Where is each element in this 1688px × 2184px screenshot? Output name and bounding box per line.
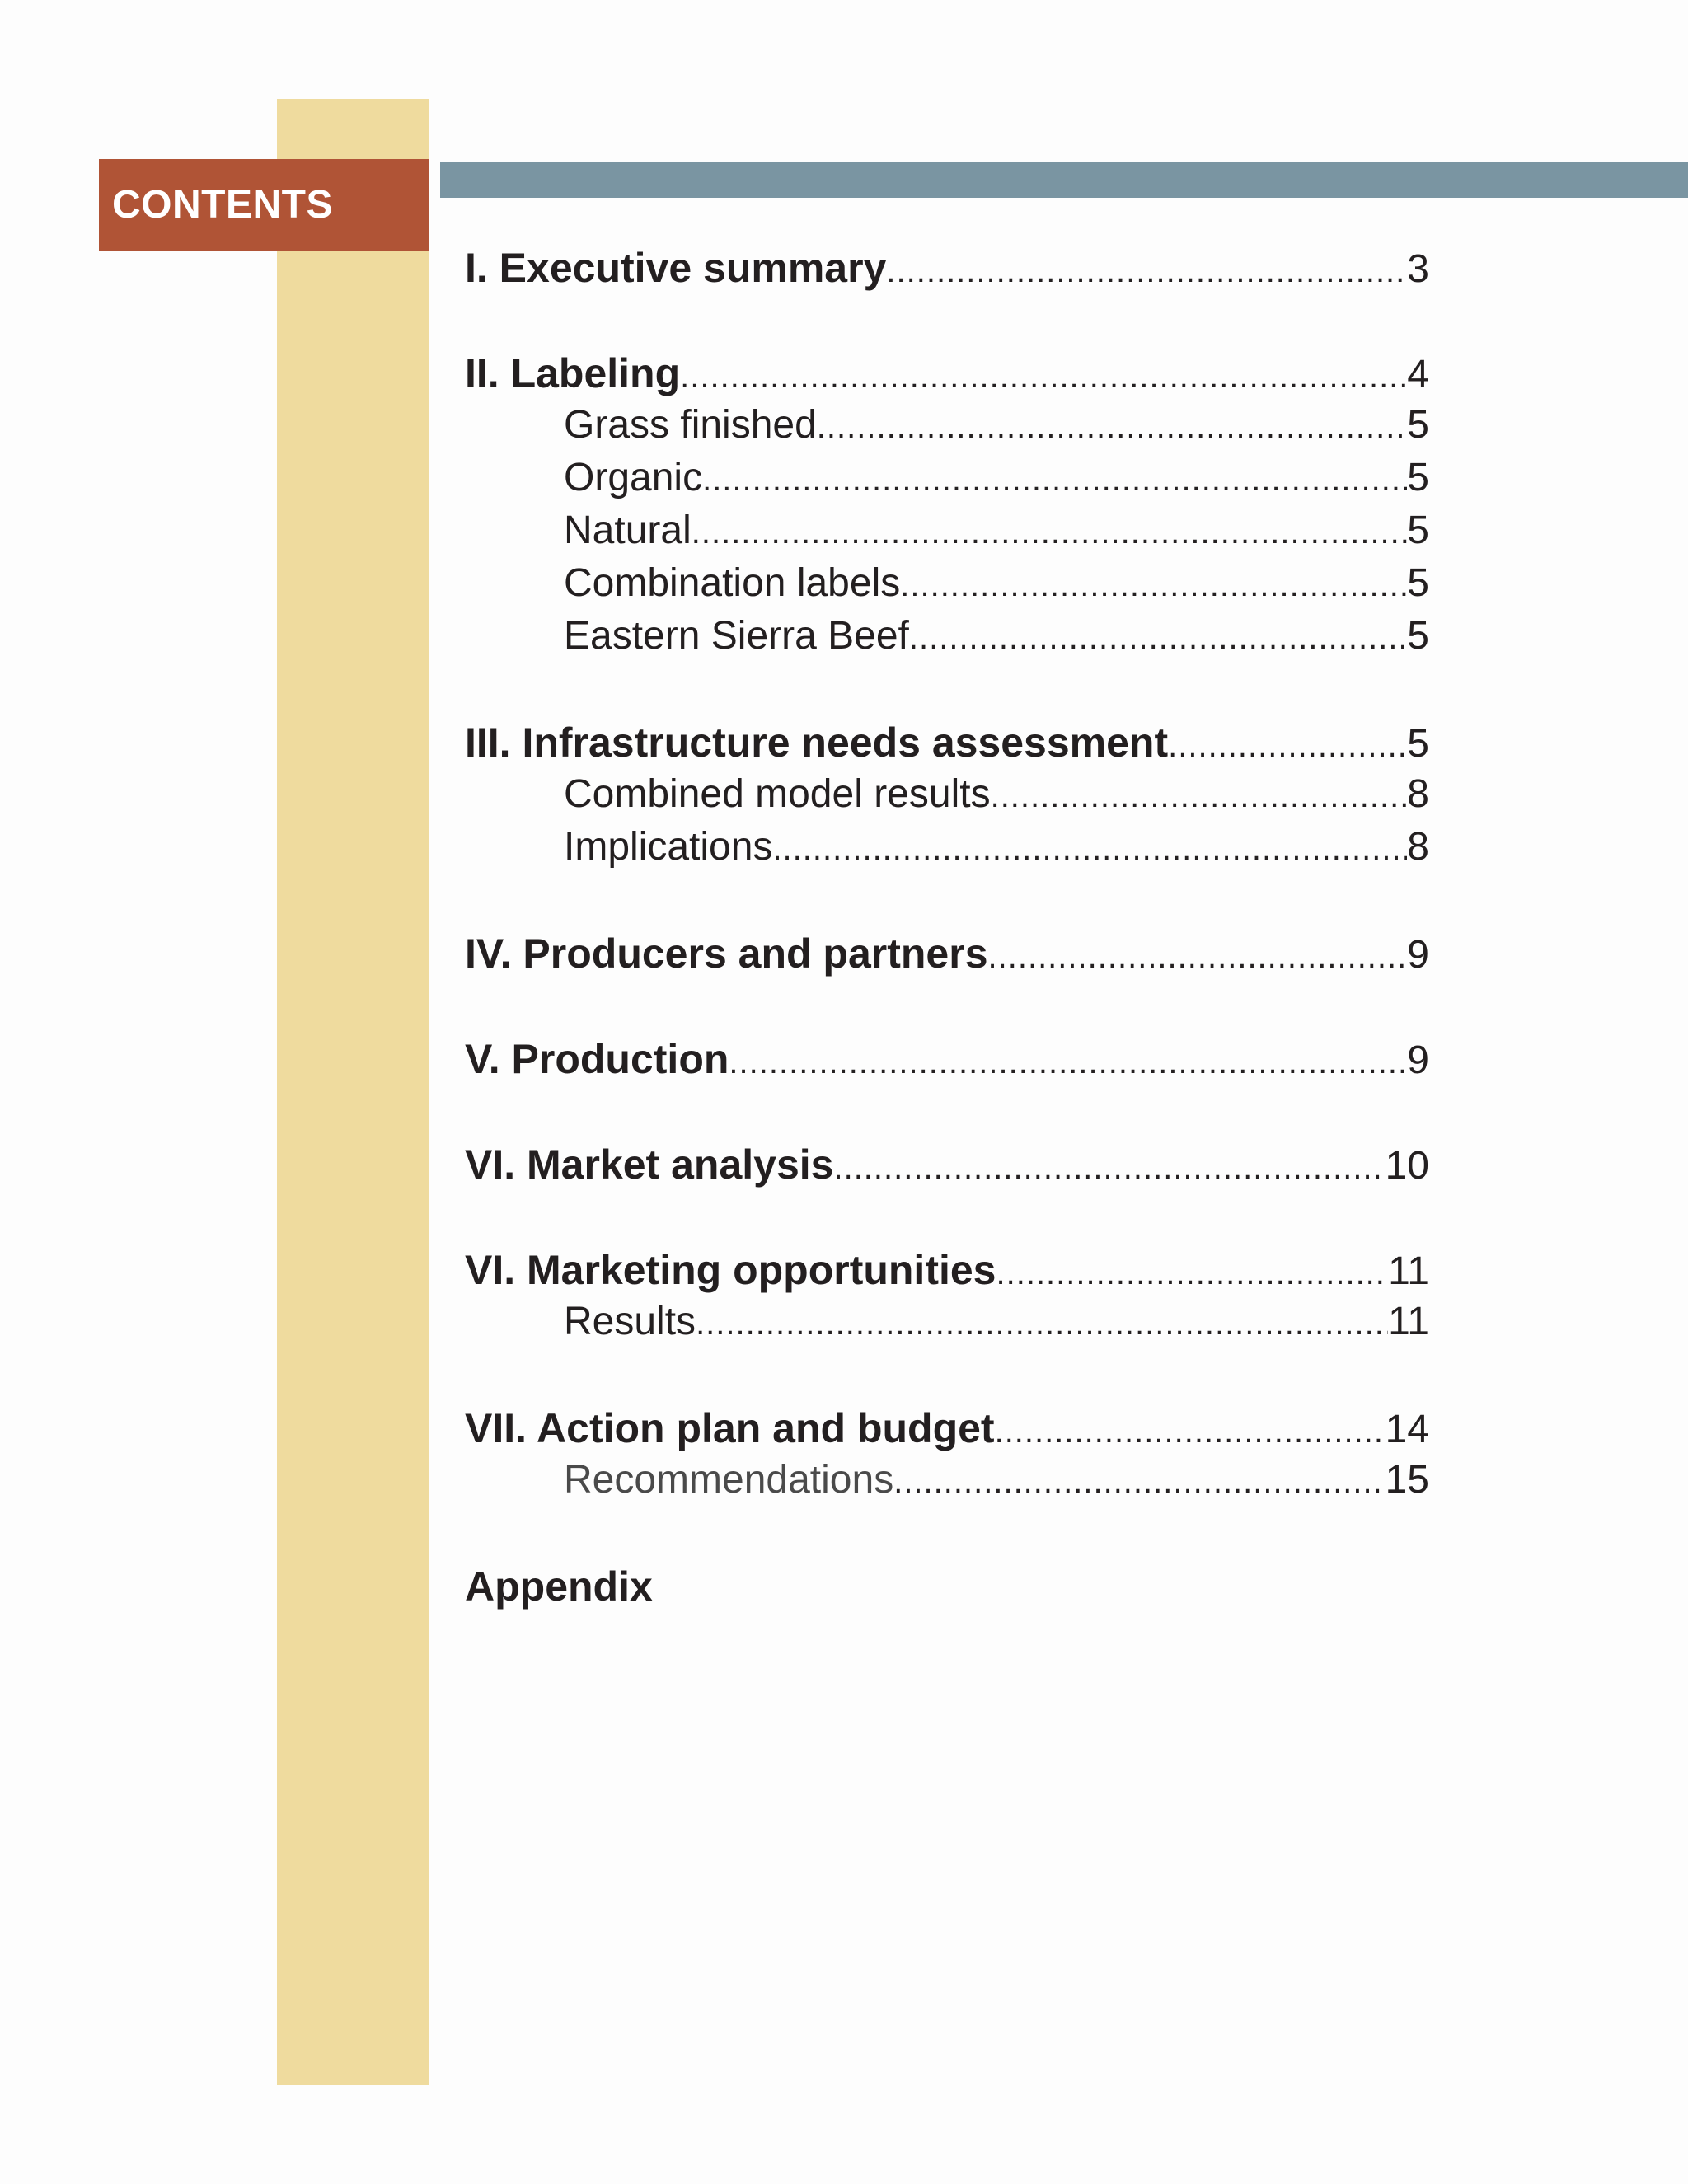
toc-label: Combination labels	[564, 561, 901, 605]
dot-leader	[893, 1464, 1385, 1501]
dot-leader	[1168, 728, 1407, 765]
toc-page-number: 11	[1388, 1300, 1429, 1343]
dot-leader	[900, 567, 1407, 604]
toc-page-number: 8	[1407, 825, 1429, 869]
toc-label: VI. Marketing opportunities	[465, 1247, 996, 1293]
toc-entry-implications[interactable]	[465, 824, 1429, 877]
toc-label: Recommendations	[564, 1458, 894, 1502]
toc-entry-natural[interactable]	[465, 508, 1429, 560]
toc-entry-results[interactable]	[465, 1299, 1429, 1352]
toc-page-number: 8	[1407, 772, 1429, 816]
toc-page-number: 5	[1407, 614, 1429, 658]
toc-label: Grass finished	[564, 403, 817, 447]
toc-entry-grass-finished[interactable]	[465, 402, 1429, 455]
dot-leader	[702, 462, 1407, 499]
toc-entry-infrastructure[interactable]	[465, 719, 1429, 771]
toc-page-number: 5	[1407, 403, 1429, 447]
toc-page-number: 14	[1385, 1408, 1429, 1451]
toc-label: V. Production	[465, 1036, 729, 1082]
toc-label: Appendix	[465, 1563, 653, 1610]
side-band	[277, 99, 429, 2085]
toc-label: IV. Producers and partners	[465, 930, 988, 977]
toc-page-number: 5	[1407, 456, 1429, 499]
toc-entry-combined-model-results[interactable]	[465, 771, 1429, 824]
toc-label: Organic	[564, 456, 703, 499]
dot-leader	[729, 1044, 1407, 1081]
toc-entry-organic[interactable]	[465, 455, 1429, 508]
toc-page-number: 9	[1407, 933, 1429, 977]
toc-label: Natural	[564, 509, 692, 552]
toc-label: II. Labeling	[465, 350, 681, 396]
toc-page-number: 3	[1407, 247, 1429, 291]
dot-leader	[817, 409, 1408, 446]
contents-heading: CONTENTS	[99, 159, 429, 251]
dot-leader	[833, 1150, 1385, 1187]
header-rule	[440, 162, 1688, 198]
dot-leader	[772, 831, 1407, 868]
toc-entry-combination-labels[interactable]	[465, 560, 1429, 613]
toc-entry-labeling[interactable]	[465, 349, 1429, 402]
dot-leader	[680, 359, 1407, 396]
toc-entry-producers[interactable]	[465, 930, 1429, 982]
dot-leader	[696, 1305, 1388, 1343]
dot-leader	[988, 939, 1408, 976]
toc-page-number: 15	[1385, 1458, 1429, 1502]
toc-page-number: 4	[1407, 353, 1429, 396]
toc-entry-action-plan[interactable]	[465, 1404, 1429, 1457]
toc-entry-executive-summary[interactable]	[465, 244, 1429, 297]
toc-page-number: 5	[1407, 561, 1429, 605]
toc-label: Results	[564, 1300, 696, 1343]
toc-entry-eastern-sierra-beef[interactable]	[465, 613, 1429, 666]
toc-label: Combined model results	[564, 772, 991, 816]
toc-label: I. Executive summary	[465, 245, 887, 291]
toc-label: Implications	[564, 825, 773, 869]
table-of-contents	[465, 244, 1429, 1615]
toc-page-number: 9	[1407, 1038, 1429, 1082]
dot-leader	[995, 1413, 1386, 1451]
dot-leader	[996, 1255, 1388, 1292]
toc-page-number: 5	[1407, 722, 1429, 766]
dot-leader	[909, 620, 1407, 657]
dot-leader	[991, 778, 1408, 815]
toc-page-number: 5	[1407, 509, 1429, 552]
toc-page-number: 11	[1388, 1249, 1429, 1293]
dot-leader	[692, 514, 1408, 551]
toc-label: VI. Market analysis	[465, 1141, 834, 1188]
toc-entry-recommendations[interactable]	[465, 1457, 1429, 1510]
toc-label: VII. Action plan and budget	[465, 1405, 995, 1451]
toc-label: Eastern Sierra Beef	[564, 614, 909, 658]
dot-leader	[886, 253, 1407, 290]
toc-entry-marketing-opportunities[interactable]	[465, 1246, 1429, 1299]
toc-page-number: 10	[1385, 1144, 1429, 1188]
toc-entry-appendix[interactable]	[465, 1563, 1429, 1615]
toc-label: III. Infrastructure needs assessment	[465, 719, 1169, 766]
toc-entry-production[interactable]	[465, 1035, 1429, 1088]
toc-entry-market-analysis[interactable]	[465, 1141, 1429, 1193]
